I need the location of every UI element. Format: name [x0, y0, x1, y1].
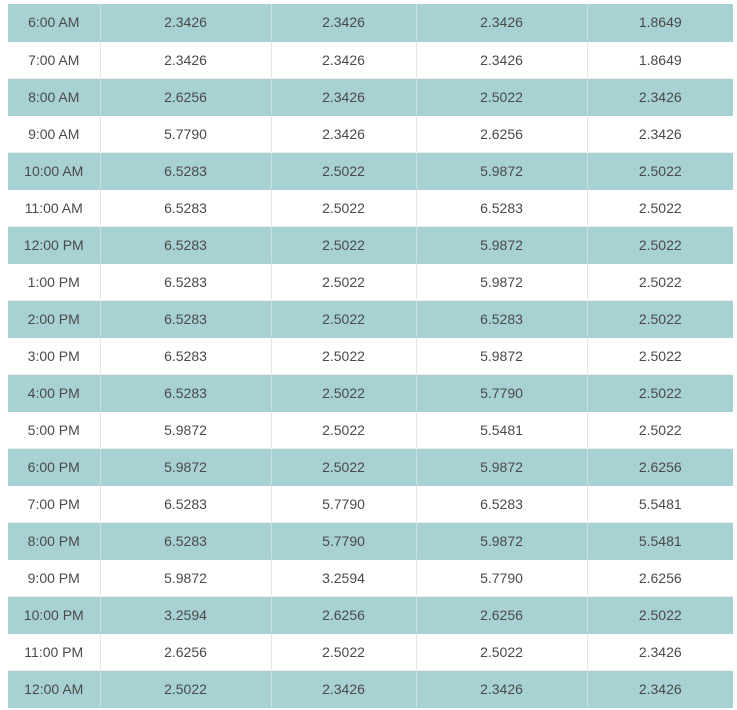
table-row	[8, 263, 733, 300]
value-cell: 6.5283	[100, 337, 271, 374]
value-cell: 1.8649	[587, 41, 733, 78]
value-cell: 2.5022	[587, 411, 733, 448]
value-cell: 2.5022	[587, 263, 733, 300]
rate-table	[8, 4, 733, 708]
value-cell: 6.5283	[416, 189, 587, 226]
value-cell: 2.5022	[271, 226, 416, 263]
time-cell: 8:00 PM	[8, 522, 100, 559]
value-cell: 2.5022	[100, 670, 271, 707]
value-cell: 5.9872	[416, 152, 587, 189]
value-cell: 2.3426	[416, 41, 587, 78]
time-cell: 9:00 AM	[8, 115, 100, 152]
table-row	[8, 4, 733, 41]
value-cell: 2.3426	[271, 78, 416, 115]
value-cell: 5.7790	[271, 522, 416, 559]
time-cell: 10:00 AM	[8, 152, 100, 189]
value-cell: 2.5022	[271, 374, 416, 411]
value-cell: 2.5022	[587, 226, 733, 263]
time-cell: 2:00 PM	[8, 300, 100, 337]
time-cell: 8:00 AM	[8, 78, 100, 115]
value-cell: 2.3426	[271, 4, 416, 41]
time-cell: 9:00 PM	[8, 559, 100, 596]
value-cell: 2.3426	[271, 41, 416, 78]
value-cell: 2.3426	[271, 115, 416, 152]
value-cell: 2.5022	[271, 152, 416, 189]
time-cell: 12:00 PM	[8, 226, 100, 263]
table-row	[8, 485, 733, 522]
value-cell: 6.5283	[100, 152, 271, 189]
table-row	[8, 115, 733, 152]
time-cell: 11:00 AM	[8, 189, 100, 226]
value-cell: 6.5283	[100, 485, 271, 522]
value-cell: 2.5022	[587, 596, 733, 633]
table-row	[8, 411, 733, 448]
value-cell: 5.9872	[416, 226, 587, 263]
value-cell: 2.5022	[271, 189, 416, 226]
value-cell: 2.3426	[587, 78, 733, 115]
time-cell: 6:00 PM	[8, 448, 100, 485]
table-row	[8, 522, 733, 559]
value-cell: 5.9872	[100, 448, 271, 485]
time-cell: 11:00 PM	[8, 633, 100, 670]
value-cell: 5.9872	[416, 448, 587, 485]
value-cell: 5.9872	[416, 337, 587, 374]
value-cell: 2.3426	[587, 670, 733, 707]
value-cell: 5.9872	[416, 263, 587, 300]
value-cell: 2.6256	[587, 448, 733, 485]
value-cell: 2.5022	[271, 411, 416, 448]
value-cell: 2.5022	[271, 633, 416, 670]
value-cell: 5.7790	[416, 559, 587, 596]
value-cell: 5.7790	[100, 115, 271, 152]
value-cell: 6.5283	[100, 300, 271, 337]
value-cell: 6.5283	[100, 374, 271, 411]
value-cell: 1.8649	[587, 4, 733, 41]
value-cell: 2.3426	[100, 4, 271, 41]
table-row	[8, 374, 733, 411]
table-row	[8, 189, 733, 226]
value-cell: 2.6256	[587, 559, 733, 596]
value-cell: 2.5022	[271, 263, 416, 300]
value-cell: 6.5283	[100, 263, 271, 300]
table-row	[8, 41, 733, 78]
table-row	[8, 559, 733, 596]
time-cell: 12:00 AM	[8, 670, 100, 707]
value-cell: 5.5481	[416, 411, 587, 448]
value-cell: 6.5283	[416, 485, 587, 522]
time-cell: 10:00 PM	[8, 596, 100, 633]
value-cell: 5.7790	[271, 485, 416, 522]
time-cell: 1:00 PM	[8, 263, 100, 300]
value-cell: 2.3426	[100, 41, 271, 78]
value-cell: 2.6256	[100, 633, 271, 670]
table-row	[8, 596, 733, 633]
value-cell: 2.6256	[271, 596, 416, 633]
value-cell: 2.5022	[416, 78, 587, 115]
value-cell: 2.3426	[416, 670, 587, 707]
value-cell: 2.5022	[587, 152, 733, 189]
value-cell: 2.5022	[587, 300, 733, 337]
time-cell: 4:00 PM	[8, 374, 100, 411]
value-cell: 2.3426	[271, 670, 416, 707]
value-cell: 2.5022	[587, 374, 733, 411]
value-cell: 6.5283	[100, 226, 271, 263]
table-row	[8, 152, 733, 189]
value-cell: 5.5481	[587, 522, 733, 559]
table-row	[8, 78, 733, 115]
value-cell: 6.5283	[100, 189, 271, 226]
value-cell: 2.6256	[416, 596, 587, 633]
value-cell: 2.3426	[587, 115, 733, 152]
value-cell: 6.5283	[416, 300, 587, 337]
value-cell: 2.6256	[100, 78, 271, 115]
table-row	[8, 633, 733, 670]
value-cell: 5.7790	[416, 374, 587, 411]
value-cell: 3.2594	[271, 559, 416, 596]
table-row	[8, 226, 733, 263]
value-cell: 5.9872	[416, 522, 587, 559]
value-cell: 2.5022	[271, 300, 416, 337]
value-cell: 5.9872	[100, 559, 271, 596]
value-cell: 2.5022	[587, 189, 733, 226]
rate-table-container	[8, 4, 733, 708]
value-cell: 3.2594	[100, 596, 271, 633]
value-cell: 2.6256	[416, 115, 587, 152]
table-row	[8, 670, 733, 707]
time-cell: 7:00 AM	[8, 41, 100, 78]
value-cell: 2.5022	[416, 633, 587, 670]
value-cell: 2.3426	[587, 633, 733, 670]
table-row	[8, 448, 733, 485]
table-row	[8, 337, 733, 374]
time-cell: 5:00 PM	[8, 411, 100, 448]
time-cell: 7:00 PM	[8, 485, 100, 522]
value-cell: 5.5481	[587, 485, 733, 522]
time-cell: 6:00 AM	[8, 4, 100, 41]
value-cell: 2.3426	[416, 4, 587, 41]
time-cell: 3:00 PM	[8, 337, 100, 374]
table-row	[8, 300, 733, 337]
value-cell: 2.5022	[271, 448, 416, 485]
value-cell: 2.5022	[271, 337, 416, 374]
value-cell: 6.5283	[100, 522, 271, 559]
value-cell: 5.9872	[100, 411, 271, 448]
value-cell: 2.5022	[587, 337, 733, 374]
